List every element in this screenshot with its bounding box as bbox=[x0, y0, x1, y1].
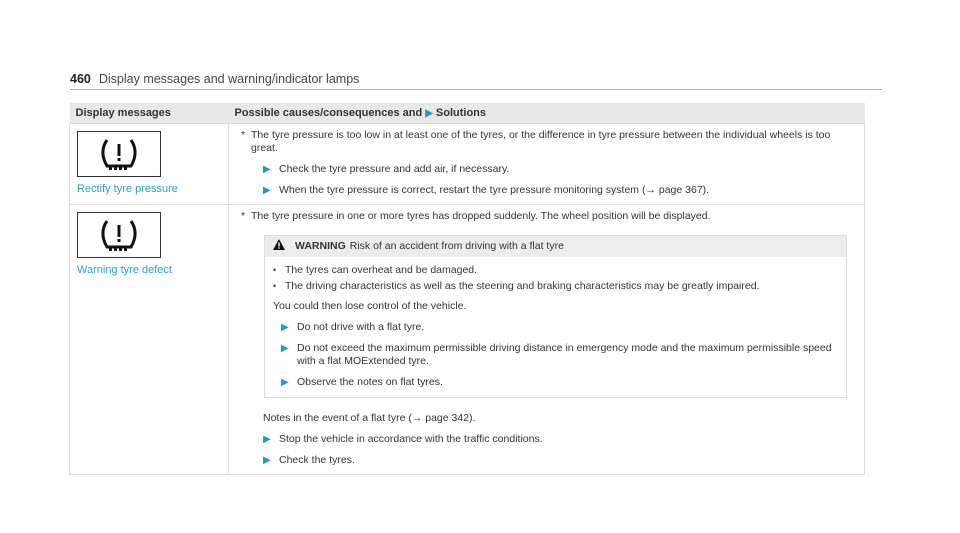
message-label: Rectify tyre pressure bbox=[77, 183, 178, 195]
flat-tyre-notes: Notes in the event of a flat tyre (→ page 342). bbox=[263, 412, 476, 424]
cause-item bbox=[241, 129, 857, 155]
solution-cell bbox=[229, 205, 865, 475]
step-text: Check the tyre pressure and add air, if necessary. bbox=[279, 163, 510, 175]
warning-bullet bbox=[273, 264, 838, 277]
warning-header bbox=[265, 236, 846, 257]
arrow-icon: ▶ bbox=[425, 108, 433, 119]
cause-text: The tyre pressure is too low in at least one of the tyres, or the difference in tyre pressure between the individual wheels is too great. bbox=[251, 129, 831, 154]
warning-bullet-text: The driving characteristics as well as the steering and braking characteristics may be greatly impaired. bbox=[285, 280, 760, 292]
page-section-title: Display messages and warning/indicator lamps bbox=[98, 72, 360, 86]
message-cell bbox=[70, 205, 229, 475]
display-messages-table bbox=[69, 103, 865, 475]
table-row bbox=[70, 205, 865, 475]
solution-step bbox=[263, 184, 857, 197]
bullet-dot-icon: • bbox=[273, 281, 277, 291]
step-text: When the tyre pressure is correct, restart the tyre pressure monitoring system (→ page 367). bbox=[279, 184, 710, 196]
column-header-display-messages: Display messages bbox=[70, 103, 229, 124]
arrow-icon: ▶ bbox=[263, 185, 271, 196]
warning-step bbox=[281, 376, 838, 389]
arrow-icon: ▶ bbox=[263, 164, 271, 175]
warning-bullet bbox=[273, 280, 838, 293]
table-row bbox=[70, 124, 865, 205]
arrow-icon: ▶ bbox=[263, 455, 271, 466]
step-text: Check the tyres. bbox=[279, 454, 355, 466]
solution-cell bbox=[229, 124, 865, 205]
arrow-icon: ▶ bbox=[281, 343, 289, 354]
cause-item bbox=[241, 210, 857, 223]
step-text: Observe the notes on flat tyres. bbox=[297, 376, 443, 388]
warning-title: WARNING bbox=[295, 240, 346, 252]
column-header-solutions bbox=[229, 103, 865, 124]
tyre-pressure-warning-icon bbox=[77, 212, 161, 258]
solution-step bbox=[263, 163, 857, 176]
message-label: Warning tyre defect bbox=[77, 264, 172, 276]
warning-triangle-icon bbox=[273, 239, 285, 254]
asterisk-icon: * bbox=[241, 210, 246, 222]
page-header bbox=[70, 72, 359, 86]
warning-box bbox=[264, 235, 847, 398]
step-text: Do not drive with a flat tyre. bbox=[297, 321, 425, 333]
cause-text: The tyre pressure in one or more tyres has dropped suddenly. The wheel position will be displayed. bbox=[251, 210, 711, 222]
column-header-causes-label: Possible causes/consequences and bbox=[234, 107, 423, 119]
header-rule bbox=[70, 89, 882, 90]
bullet-dot-icon: • bbox=[273, 265, 277, 275]
solution-step bbox=[263, 433, 857, 446]
step-text: Stop the vehicle in accordance with the traffic conditions. bbox=[279, 433, 543, 445]
asterisk-icon: * bbox=[241, 129, 246, 141]
warning-subtitle: Risk of an accident from driving with a flat tyre bbox=[349, 240, 564, 252]
arrow-icon: ▶ bbox=[281, 322, 289, 333]
arrow-icon: ▶ bbox=[263, 434, 271, 445]
warning-step bbox=[281, 342, 838, 368]
step-text: Do not exceed the maximum permissible driving distance in emergency mode and the maximum permissible speed with a flat MOExtended tyre. bbox=[297, 342, 832, 367]
column-header-solutions-label: Solutions bbox=[435, 107, 487, 119]
table-header-row bbox=[70, 103, 865, 124]
warning-bullet-text: The tyres can overheat and be damaged. bbox=[285, 264, 478, 276]
warning-consequence: You could then lose control of the vehicle. bbox=[273, 300, 467, 312]
message-cell bbox=[70, 124, 229, 205]
solution-step bbox=[263, 454, 857, 467]
arrow-icon: ▶ bbox=[281, 377, 289, 388]
warning-step bbox=[281, 321, 838, 334]
page-number: 460 bbox=[70, 72, 91, 86]
tyre-pressure-warning-icon bbox=[77, 131, 161, 177]
